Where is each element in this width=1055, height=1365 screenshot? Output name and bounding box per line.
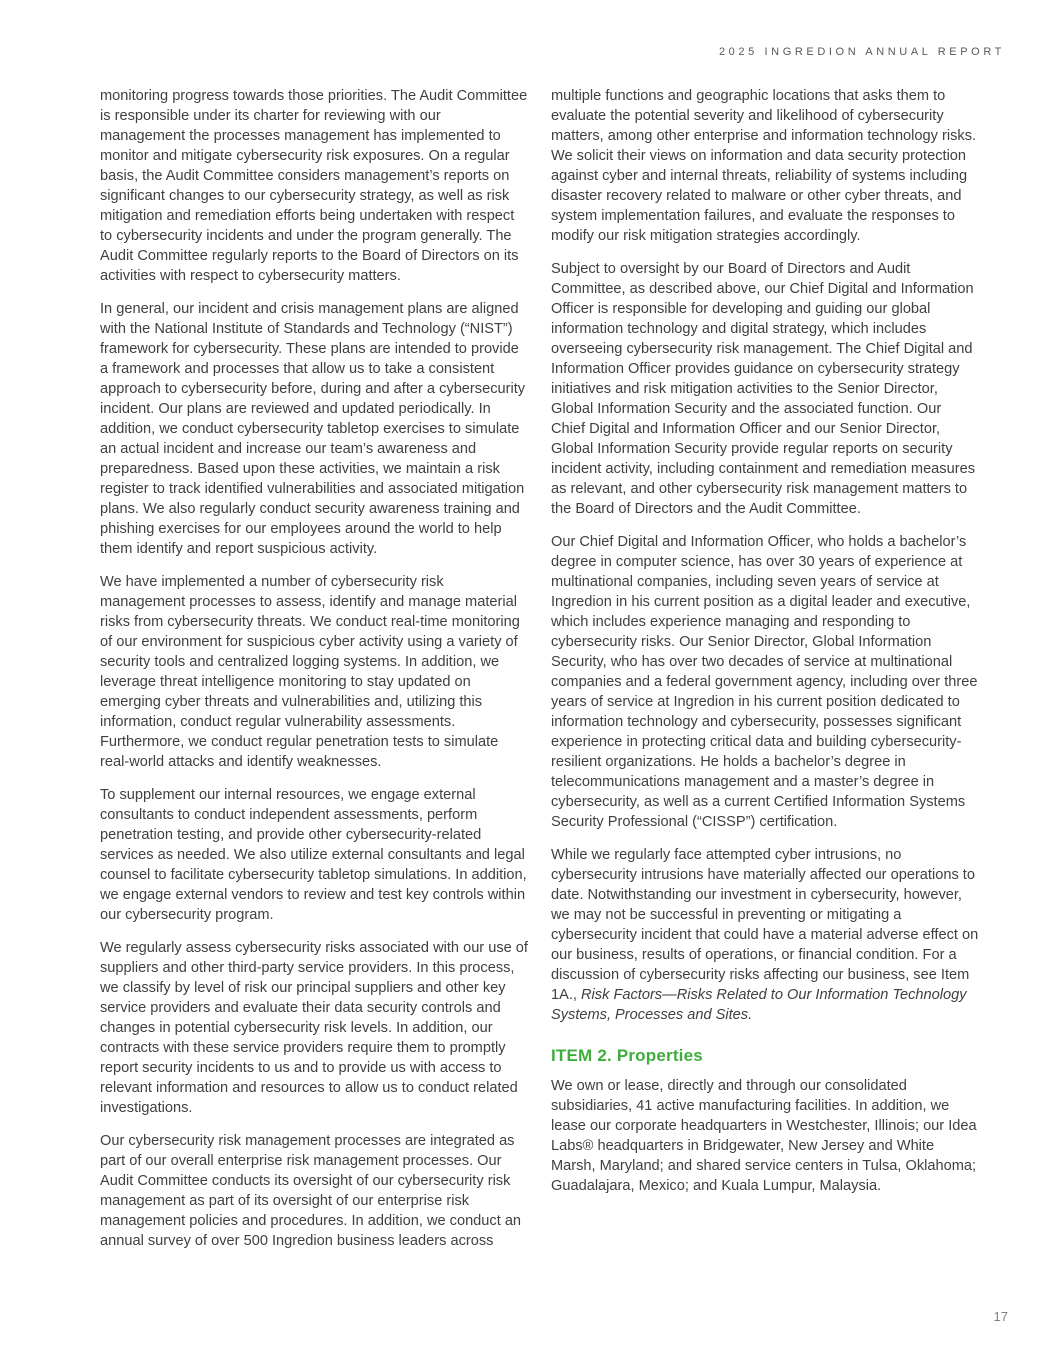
paragraph-audit-committee: monitoring progress towards those priorities. The Audit Committee is responsible under its charter for reviewing with our management the processes management has implemented to monitor and mitigate cybersecurity risk exposures. On a regular basis, the Audit Committee considers management’s reports on significant changes to our cybersecurity strategy, as well as risk mitigation and remediation efforts being undertaken with respect to cybersecurity incidents and under the program generally. The Audit Committee regularly reports to the Board of Directors on its activities with respect to cybersecurity matters. xyxy=(100,88,528,284)
left-column xyxy=(100,86,528,1251)
paragraph-cdio-oversight: Subject to oversight by our Board of Directors and Audit Committee, as described above, our Chief Digital and Information Officer is responsible for developing and guiding our global information technology and digital strategy, which includes overseeing cybersecurity risk management. The Chief Digital and Information Officer provides guidance on cybersecurity strategy initiatives and risk mitigation activities to the Senior Director, Global Information Security and the associated function. Our Chief Digital and Information Officer and our Senior Director, Global Information Security provide regular reports on security incident activity, including containment and remediation measures as relevant, and other cybersecurity risk management matters to the Board of Directors and the Audit Committee. xyxy=(551,261,975,517)
section-heading-item2-properties: ITEM 2. Properties xyxy=(551,1046,703,1065)
paragraph-survey-functions: multiple functions and geographic locations that asks them to evaluate the potential severity and likelihood of cybersecurity matters, among other enterprise and information technology risks. We solicit their views on information and data security protection against cyber and internal threats, reliability of systems including disaster recovery related to malware or other cyber threats, and system implementation failures, and evaluate the responses to modify our risk mitigation strategies accordingly. xyxy=(551,88,977,244)
page-number: 17 xyxy=(993,1309,1008,1324)
paragraph-properties: We own or lease, directly and through our consolidated subsidiaries, 41 active manufacturing facilities. In addition, we lease our corporate headquarters in Westchester, Illinois; our Idea Labs® headquarters in Bridgewater, New Jersey and White Marsh, Maryland; and shared service centers in Tulsa, Oklahoma; Guadalajara, Mexico; and Kuala Lumpur, Malaysia. xyxy=(551,1078,977,1194)
paragraph-enterprise-integration: Our cybersecurity risk management processes are integrated as part of our overall enterprise risk management processes. Our Audit Committee conducts its oversight of our cybersecurity risk management as part of its oversight of our enterprise risk management policies and procedures. In addition, we conduct an annual survey of over 500 Ingredion business leaders across xyxy=(100,1133,522,1249)
paragraph-risk-management-processes: We have implemented a number of cybersecurity risk management processes to assess, identify and manage material risks from cybersecurity threats. We conduct real-time monitoring of our environment for suspicious cyber activity using a variety of security tools and centralized logging systems. In addition, we leverage threat intelligence monitoring to stay updated on emerging cyber threats and vulnerabilities and, utilizing this information, conduct regular vulnerability assessments. Furthermore, we conduct regular penetration tests to simulate real-world attacks and identify weaknesses. xyxy=(100,574,520,770)
right-column xyxy=(551,86,979,1251)
paragraph-external-consultants: To supplement our internal resources, we engage external consultants to conduct independent assessments, perform penetration testing, and provide other cybersecurity-related services as needed. We also utilize external consultants and legal counsel to facilitate cybersecurity tabletop simulations. In addition, we engage external vendors to review and test key controls within our cybersecurity program. xyxy=(100,787,527,923)
risk-factors-reference: Risk Factors—Risks Related to Our Information Technology Systems, Processes and Sites. xyxy=(551,987,967,1023)
paragraph-cdio-experience: Our Chief Digital and Information Officer, who holds a bachelor’s degree in computer science, has over 30 years of experience at multinational companies, including seven years of service at Ingredion in his current position as a digital leader and executive, which includes experience managing and responding to cybersecurity risks. Our Senior Director, Global Information Security, who has over two decades of service at multinational companies and a federal government agency, including over three years of service at Ingredion in his current position dedicated to information technology and cybersecurity, possesses significant experience in protecting critical data and building cybersecurity-resilient organizations. He holds a bachelor’s degree in telecommunications management and a master’s degree in cybersecurity, as well as a current Certified Information Systems Security Professional (“CISSP”) certification. xyxy=(551,534,978,830)
paragraph-third-party-risk: We regularly assess cybersecurity risks associated with our use of suppliers and other third-party service providers. In this process, we classify by level of risk our principal suppliers and other key service providers and evaluate their data security controls and changes in potential cybersecurity risk levels. In addition, our contracts with these service providers require them to promptly report security incidents to us and to provide us with access to relevant information and resources to allow us to conduct related investigations. xyxy=(100,940,528,1116)
paragraph-nist-framework: In general, our incident and crisis management plans are aligned with the National Institute of Standards and Technology (“NIST”) framework for cybersecurity. These plans are intended to provide a framework and processes that allow us to take a consistent approach to cybersecurity before, during and after a cybersecurity incident. Our plans are reviewed and updated periodically. In addition, we conduct cybersecurity tabletop exercises to simulate an actual incident and increase our team’s awareness and preparedness. Based upon these activities, we maintain a risk register to track identified vulnerabilities and associated mitigation plans. We also regularly conduct security awareness training and phishing exercises for our employees around the world to help them identify and report suspicious activity. xyxy=(100,301,526,557)
paragraph-cyber-intrusions xyxy=(551,845,979,1025)
risk-paragraph-text: While we regularly face attempted cyber intrusions, no cybersecurity intrusions have materially affected our operations to date. Notwithstanding our investment in cybersecurity, however, we may not be successful in preventing or mitigating a cybersecurity incident that could have a material adverse effect on our business, results of operations, or financial condition. For a discussion of cybersecurity risks affecting our business, see Item 1A., xyxy=(551,847,979,1003)
body-columns xyxy=(100,86,979,1251)
report-header-title: 2025 INGREDION ANNUAL REPORT xyxy=(718,46,1005,58)
